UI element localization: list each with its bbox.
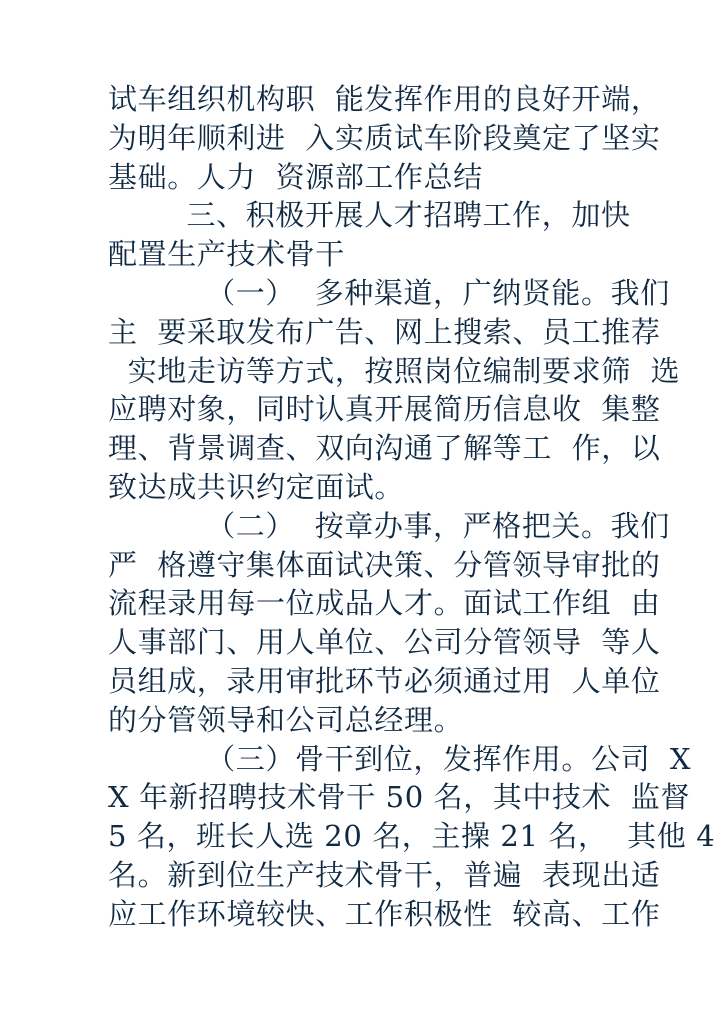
section-heading-line: 三、积极开展人才招聘工作，加快 bbox=[108, 198, 631, 233]
text-line: 为明年顺利进 入实质试车阶段奠定了坚实 bbox=[108, 120, 661, 155]
text-line: X 年新招聘技术骨干 50 名，其中技术 监督 bbox=[108, 780, 691, 815]
text-line: 基础。人力 资源部工作总结 bbox=[108, 159, 483, 194]
text-line: 流程录用每一位成品人才。面试工作组 由 bbox=[108, 586, 661, 621]
text-line: 应聘对象，同时认真开展简历信息收 集整 bbox=[108, 392, 661, 427]
text-line: （三）骨干到位，发挥作用。公司 X bbox=[108, 741, 692, 776]
text-line: 主 要采取发布广告、网上搜索、员工推荐 bbox=[108, 314, 661, 349]
text-line: （一） 多种渠道，广纳贤能。我们 bbox=[108, 275, 670, 310]
text-line: 严 格遵守集体面试决策、分管领导审批的 bbox=[108, 547, 661, 582]
text-line: 员组成，录用审批环节必须通过用 人单位 bbox=[108, 663, 661, 698]
text-line: 应工作环境较快、工作积极性 较高、工作 bbox=[108, 896, 661, 931]
section-heading-line: 配置生产技术骨干 bbox=[108, 237, 345, 272]
text-line: 人事部门、用人单位、公司分管领导 等人 bbox=[108, 625, 661, 660]
text-line: 5 名，班长人选 20 名，主操 21 名， 其他 4 bbox=[108, 819, 716, 854]
text-line: （二） 按章办事，严格把关。我们 bbox=[108, 508, 670, 543]
text-line: 名。新到位生产技术骨干，普遍 表现出适 bbox=[108, 857, 661, 892]
text-line: 试车组织机构职 能发挥作用的良好开端， bbox=[108, 82, 661, 116]
text-line: 实地走访等方式，按照岗位编制要求筛 选 bbox=[108, 353, 681, 388]
text-line: 理、背景调查、双向沟通了解等工 作，以 bbox=[108, 431, 661, 466]
text-line: 的分管领导和公司总经理。 bbox=[108, 702, 464, 737]
body-text bbox=[108, 80, 716, 934]
text-line: 致达成共识约定面试。 bbox=[108, 469, 405, 504]
